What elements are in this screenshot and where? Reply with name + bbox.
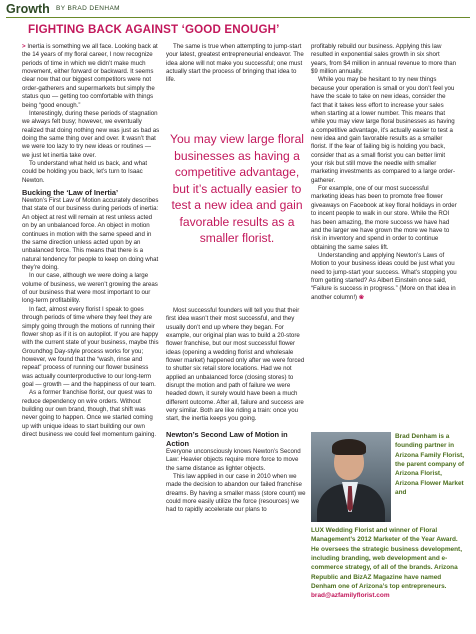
pull-quote: You may view large floral businesses as having a competitive advantage, but it’s actually easier to test a new idea and gain favorable results as a smaller florist.	[170, 132, 304, 245]
lead-marker: >	[22, 43, 26, 50]
paragraph-text: Understanding and applying Newton’s Laws of Motion to your business ideas could be just what you need to jump-start your success. What’s stopping you from getting started? As Albert Einstein once said, “Failure is success in progress.” (More on that idea in another column!)	[311, 251, 457, 301]
paragraph: This law applied in our case in 2010 when we made the decision to abandon our failed franchise dreams. By having a smaller mass (store count) we could more easily utilize the force (resources) we had to rapidly accelerate our plans to	[166, 472, 306, 514]
paragraph: In our case, although we were doing a large volume of business, we weren’t growing the areas of our business that were most important to our long-term profitability.	[22, 272, 158, 305]
paragraph: To understand what held us back, and what could be holding you back, let’s turn to Isaac Newton.	[22, 160, 148, 184]
paragraph: Newton’s First Law of Motion accurately describes that state of our business during periods of inertia: An object at rest will remain at rest unless acted on by an unbalanced force. An object in motion continues in motion with the same speed and in the same direction unless acted upon by an unbalanced force. This means that there is a natural tendency for people to keep on doing what they’re doing.	[22, 197, 159, 271]
paragraph: Interestingly, during these periods of stagnation we always felt busy; however, we eventually realized that doing nothing new was just as bad as doing the same thing over and over. It wasn’t that we were too lazy to try new ideas or routines — we just let inertia take over.	[22, 109, 160, 159]
author-bio	[311, 526, 465, 601]
author-email-link[interactable]: brad@azfamilyflorist.com	[311, 592, 390, 600]
paragraph: In fact, almost every florist I speak to goes through periods of time where they feel they are simply going through the motions of running their flower shop as if it is on autopilot. If you are happy with the current state of your business, maybe this Groundhog Day-style process works for you; however, we found that the “wash, rinse and repeat” process of running our flower business was actually counterproductive to our long-term goal — growth — and the happiness of our team.	[22, 305, 159, 389]
paragraph: The same is true when attempting to jump-start your latest, greatest entrepreneurial endeavor. The idea alone will not make you successful; one must actually start the process of bringing that idea to life.	[166, 43, 304, 84]
paragraph-text: Inertia is something we all face. Looking back at the 14 years of my floral career, I now recognize periods of time in which we didn’t make much movement, either forward or backward. It seems clear now that our biggest competitors were not order-gatherers and supermarkets but simply the status quo — getting too comfortable with things being “good enough.”	[22, 43, 158, 109]
column-1	[22, 43, 160, 440]
paragraph: profitably rebuild our business. Applying this law resulted in exponential sales growth in six short years, from $4 million in annual revenue to more than $9 million annually.	[311, 43, 457, 76]
column-2	[166, 43, 306, 515]
column-3	[311, 43, 457, 302]
paragraph: Everyone unconsciously knows Newton’s Second Law: Heavier objects require more force to move the same distance as lighter objects.	[166, 447, 301, 472]
paragraph: Most successful founders will tell you that their first idea wasn’t their most successful, and they usually don’t end up where they began. For example, our original plan was to build a 20-store flower franchise, but our most successful flower ideas (opening a wedding florist and wholesale flower market) happened only after we were forced to shutter six retail store locations. Had we not applied an unbalanced force (closing stores) to disrupt the motion and path of failure we were headed down, it surely would have been a much different outcome. After all, failure and success are very similar. Both are like riding a train: once you start, the inertia keeps you going.	[166, 306, 305, 423]
paragraph	[22, 43, 160, 110]
byline: BY BRAD DENHAM	[56, 5, 120, 12]
paragraph: As a former franchise florist, our quest was to reduce dependency on wire orders. Without building our own brand, though, that shift was never going to happen. Once we started coming up with unique ideas to start building our own direct business we could feel momentum gaining.	[22, 389, 157, 439]
author-bio-text: LUX Wedding Florist and winner of Floral Management’s 2012 Marketer of the Year Award. He oversees the strategic business development, including branding, web development and e-commerce strategy, of all of the brands. Arizona Republic and BizAZ Magazine have named Denham one of Arizona’s top entrepreneurs.	[311, 527, 462, 591]
section-title: Growth	[6, 2, 50, 16]
subhead-law-of-inertia: Bucking the ‘Law of Inertia’	[22, 188, 119, 198]
paragraph: While you may be hesitant to try new things because your operation is small or you don’t feel you have the scale to take on new ideas, consider the fact that it takes less effort to increase your sales when starting at a lower number. This means that while you may view large floral businesses as having a competitive advantage, it’s actually easier to test a new idea and gain favorable results as a smaller florist. If the fear of failing big is holding you back, consider that as a small florist you can better limit your risk but still move the needle with smaller marketing investments as compared to a large order-gatherer.	[311, 76, 456, 184]
page-header	[6, 2, 470, 17]
paragraph: For example, one of our most successful marketing ideas has been to promote free flower giveaways on Facebook at key floral holidays in order to incent people to walk in our store. While the ROI has been amazing, the more success we have had and the larger we have grown the more we have to risk in inventory and spend in order to continue obtaining the same sales lift.	[311, 185, 457, 251]
header-rule	[6, 17, 470, 18]
paragraph	[311, 252, 457, 302]
author-photo	[311, 432, 391, 522]
end-mark-icon: ❀	[358, 293, 364, 301]
article-headline: FIGHTING BACK AGAINST ‘GOOD ENOUGH’	[28, 23, 280, 36]
author-bio-intro: Brad Denham is a founding partner in Arizona Family Florist, the parent company of Arizona Florist, Arizona Flower Market and	[395, 433, 465, 497]
subhead-second-law: Newton’s Second Law of Motion in Action	[166, 429, 288, 448]
